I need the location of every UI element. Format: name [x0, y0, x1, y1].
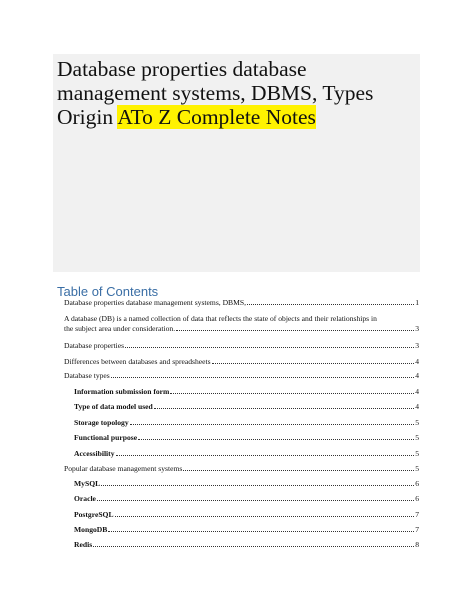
toc-subentry[interactable] — [74, 510, 419, 520]
toc-leader — [101, 479, 414, 486]
toc-subentry[interactable] — [74, 449, 419, 459]
toc-leader — [154, 402, 414, 409]
toc-entry-page: 5 — [415, 418, 419, 427]
toc-leader — [125, 341, 414, 348]
toc-entry-page: 4 — [415, 371, 419, 380]
toc-entry-page: 3 — [415, 341, 419, 350]
title-main: Database properties database management systems, DBMS, Types Origin — [57, 57, 374, 129]
toc-leader — [138, 433, 414, 440]
toc-entry-page: 4 — [415, 387, 419, 396]
toc-leader — [183, 464, 414, 471]
toc-subentry[interactable] — [74, 479, 419, 489]
toc-entry-page: 5 — [415, 433, 419, 442]
toc-subentry[interactable] — [74, 387, 419, 397]
toc-entry[interactable] — [64, 371, 419, 381]
toc-leader — [170, 387, 414, 394]
toc-subentry[interactable] — [74, 433, 419, 443]
toc-entry-page: 1 — [415, 298, 419, 307]
toc-entry[interactable] — [64, 341, 419, 351]
toc-subentry[interactable] — [74, 402, 419, 412]
toc-subentry[interactable] — [74, 418, 419, 428]
toc-entry-title: Database properties database management systems, DBMS, — [64, 298, 246, 307]
toc-entry-page: 3 — [415, 324, 419, 333]
toc-leader — [247, 298, 414, 305]
title-highlight: ATo Z Complete Notes — [117, 105, 316, 129]
toc-heading: Table of Contents — [57, 284, 159, 299]
toc-leader — [130, 418, 415, 425]
toc-entry-title: Redis — [74, 540, 93, 549]
toc-subentry[interactable] — [74, 525, 419, 535]
toc-leader — [115, 510, 415, 517]
document-title — [57, 57, 417, 129]
toc-entry-title-line1: A database (DB) is a named collection of data that reflects the state of objects and their relationships in — [64, 314, 377, 323]
toc-entry[interactable] — [64, 357, 419, 367]
toc-leader — [176, 324, 414, 331]
toc-entry-page: 6 — [415, 479, 419, 488]
toc-entry-page: 5 — [415, 449, 419, 458]
toc-entry-title: Accessibility — [74, 449, 115, 458]
toc-entry-title: Functional purpose — [74, 433, 138, 442]
toc-entry-page: 6 — [415, 494, 419, 503]
toc-entry[interactable] — [64, 464, 419, 474]
toc-entry-title: Storage topology — [74, 418, 129, 427]
toc-entry-title: Information submission form — [74, 387, 170, 396]
toc-leader — [93, 540, 414, 547]
toc-entry-title: Database properties — [64, 341, 125, 350]
toc-subentry[interactable] — [74, 540, 419, 550]
toc-entry-page: 4 — [415, 357, 419, 366]
toc-entry-title: Database types — [64, 371, 110, 380]
toc-entry-title: MySQL — [74, 479, 101, 488]
toc-entry-page: 7 — [415, 525, 419, 534]
toc-entry-page: 7 — [415, 510, 419, 519]
toc-entry-page: 4 — [415, 402, 419, 411]
toc-entry-title: PostgreSQL — [74, 510, 114, 519]
toc-entry-page: 5 — [415, 464, 419, 473]
toc-subentry[interactable] — [74, 494, 419, 504]
toc-leader — [212, 357, 415, 364]
toc-entry-title: Differences between databases and spreadsheets — [64, 357, 211, 366]
toc-entry-title-line2: the subject area under consideration. — [64, 324, 176, 333]
toc-entry-title: Oracle — [74, 494, 96, 503]
toc-entry-page: 8 — [415, 540, 419, 549]
toc-entry[interactable] — [64, 298, 419, 308]
toc-leader — [97, 494, 414, 501]
toc-leader — [108, 525, 414, 532]
toc-leader — [116, 449, 415, 456]
toc-entry[interactable] — [64, 314, 419, 334]
toc-entry-title: MongoDB — [74, 525, 108, 534]
toc-entry-title: Popular database management systems — [64, 464, 183, 473]
toc-leader — [111, 371, 414, 378]
toc-entry-title: Type of data model used — [74, 402, 153, 411]
